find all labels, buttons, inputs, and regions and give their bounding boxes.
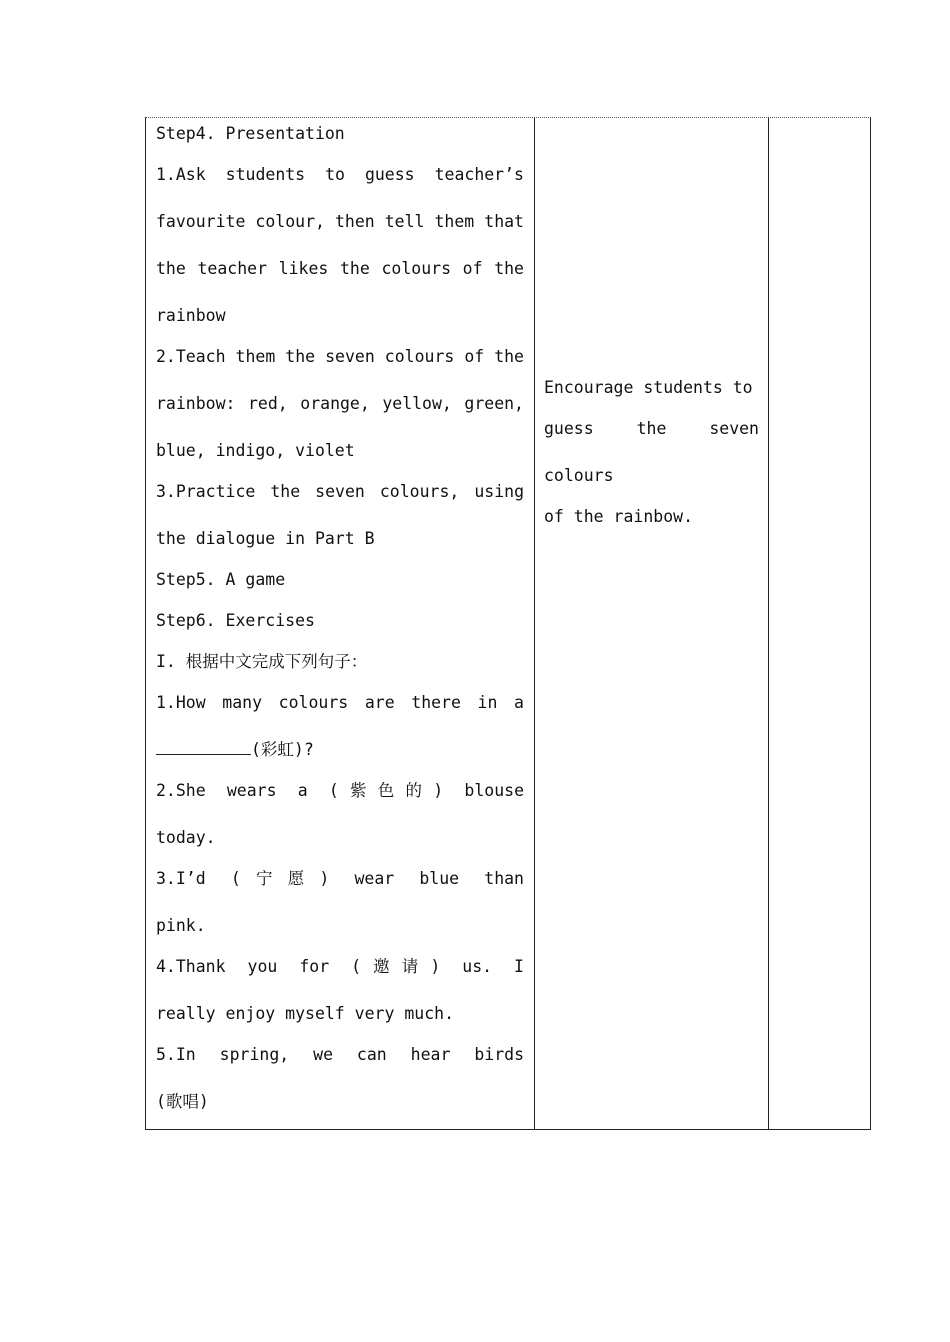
step5-title: Step5. A game (156, 570, 286, 589)
item3-line: 3.Practice the seven colours, using (156, 482, 524, 501)
exercise3-line2: pink. (156, 916, 206, 935)
exercise1-hint: (彩虹)? (251, 740, 314, 759)
step4-title: Step4. Presentation (156, 124, 345, 143)
exercise2-start: 2.She wears a (156, 781, 308, 800)
item3-line: the dialogue in Part B (156, 529, 375, 548)
exercise2-line (156, 780, 524, 802)
purpose-column (544, 377, 759, 528)
item1-line: 1.Ask students to guess teacher’s (156, 165, 524, 184)
answer-blank (156, 740, 251, 755)
item2-line: blue, indigo, violet (156, 441, 355, 460)
exercise1-blank-line (156, 739, 524, 761)
exercise3-start: 3.I’d (156, 869, 206, 888)
purpose-line: of the rainbow. (544, 507, 694, 526)
exercise4-line2: really enjoy myself very much. (156, 1004, 455, 1023)
item1-line: rainbow (156, 306, 226, 325)
exercise4-start: 4.Thank you for (156, 957, 330, 976)
item1-line: the teacher likes the colours of the (156, 259, 524, 278)
column-divider (534, 118, 535, 1129)
lesson-table (145, 117, 871, 1130)
purpose-line: colours (544, 466, 614, 485)
step6-title: Step6. Exercises (156, 611, 315, 630)
exercise1-line: 1.How many colours are there in a (156, 693, 524, 712)
column-divider (768, 118, 769, 1129)
item2-line: 2.Teach them the seven colours of the (156, 347, 524, 366)
exercise2-line2: today. (156, 828, 216, 847)
exercise5-line: 5.In spring, we can hear birds (156, 1045, 524, 1064)
exercise4-line (156, 956, 524, 978)
item1-line: favourite colour, then tell them that (156, 212, 524, 231)
item2-line: rainbow: red, orange, yellow, green, (156, 394, 524, 413)
procedure-column (156, 123, 524, 1113)
exercise5-line2: (歌唱) (156, 1092, 209, 1111)
purpose-line: Encourage students to (544, 378, 753, 397)
purpose-line: guess the seven (544, 419, 759, 438)
exercise3-line (156, 868, 524, 890)
exercise2-end: (紫色的) blouse (328, 781, 525, 800)
exercise-heading: I. 根据中文完成下列句子： (156, 652, 368, 671)
exercise3-end: (宁愿) wear blue than (230, 869, 524, 888)
exercise4-end: (邀请) us. I (351, 957, 524, 976)
